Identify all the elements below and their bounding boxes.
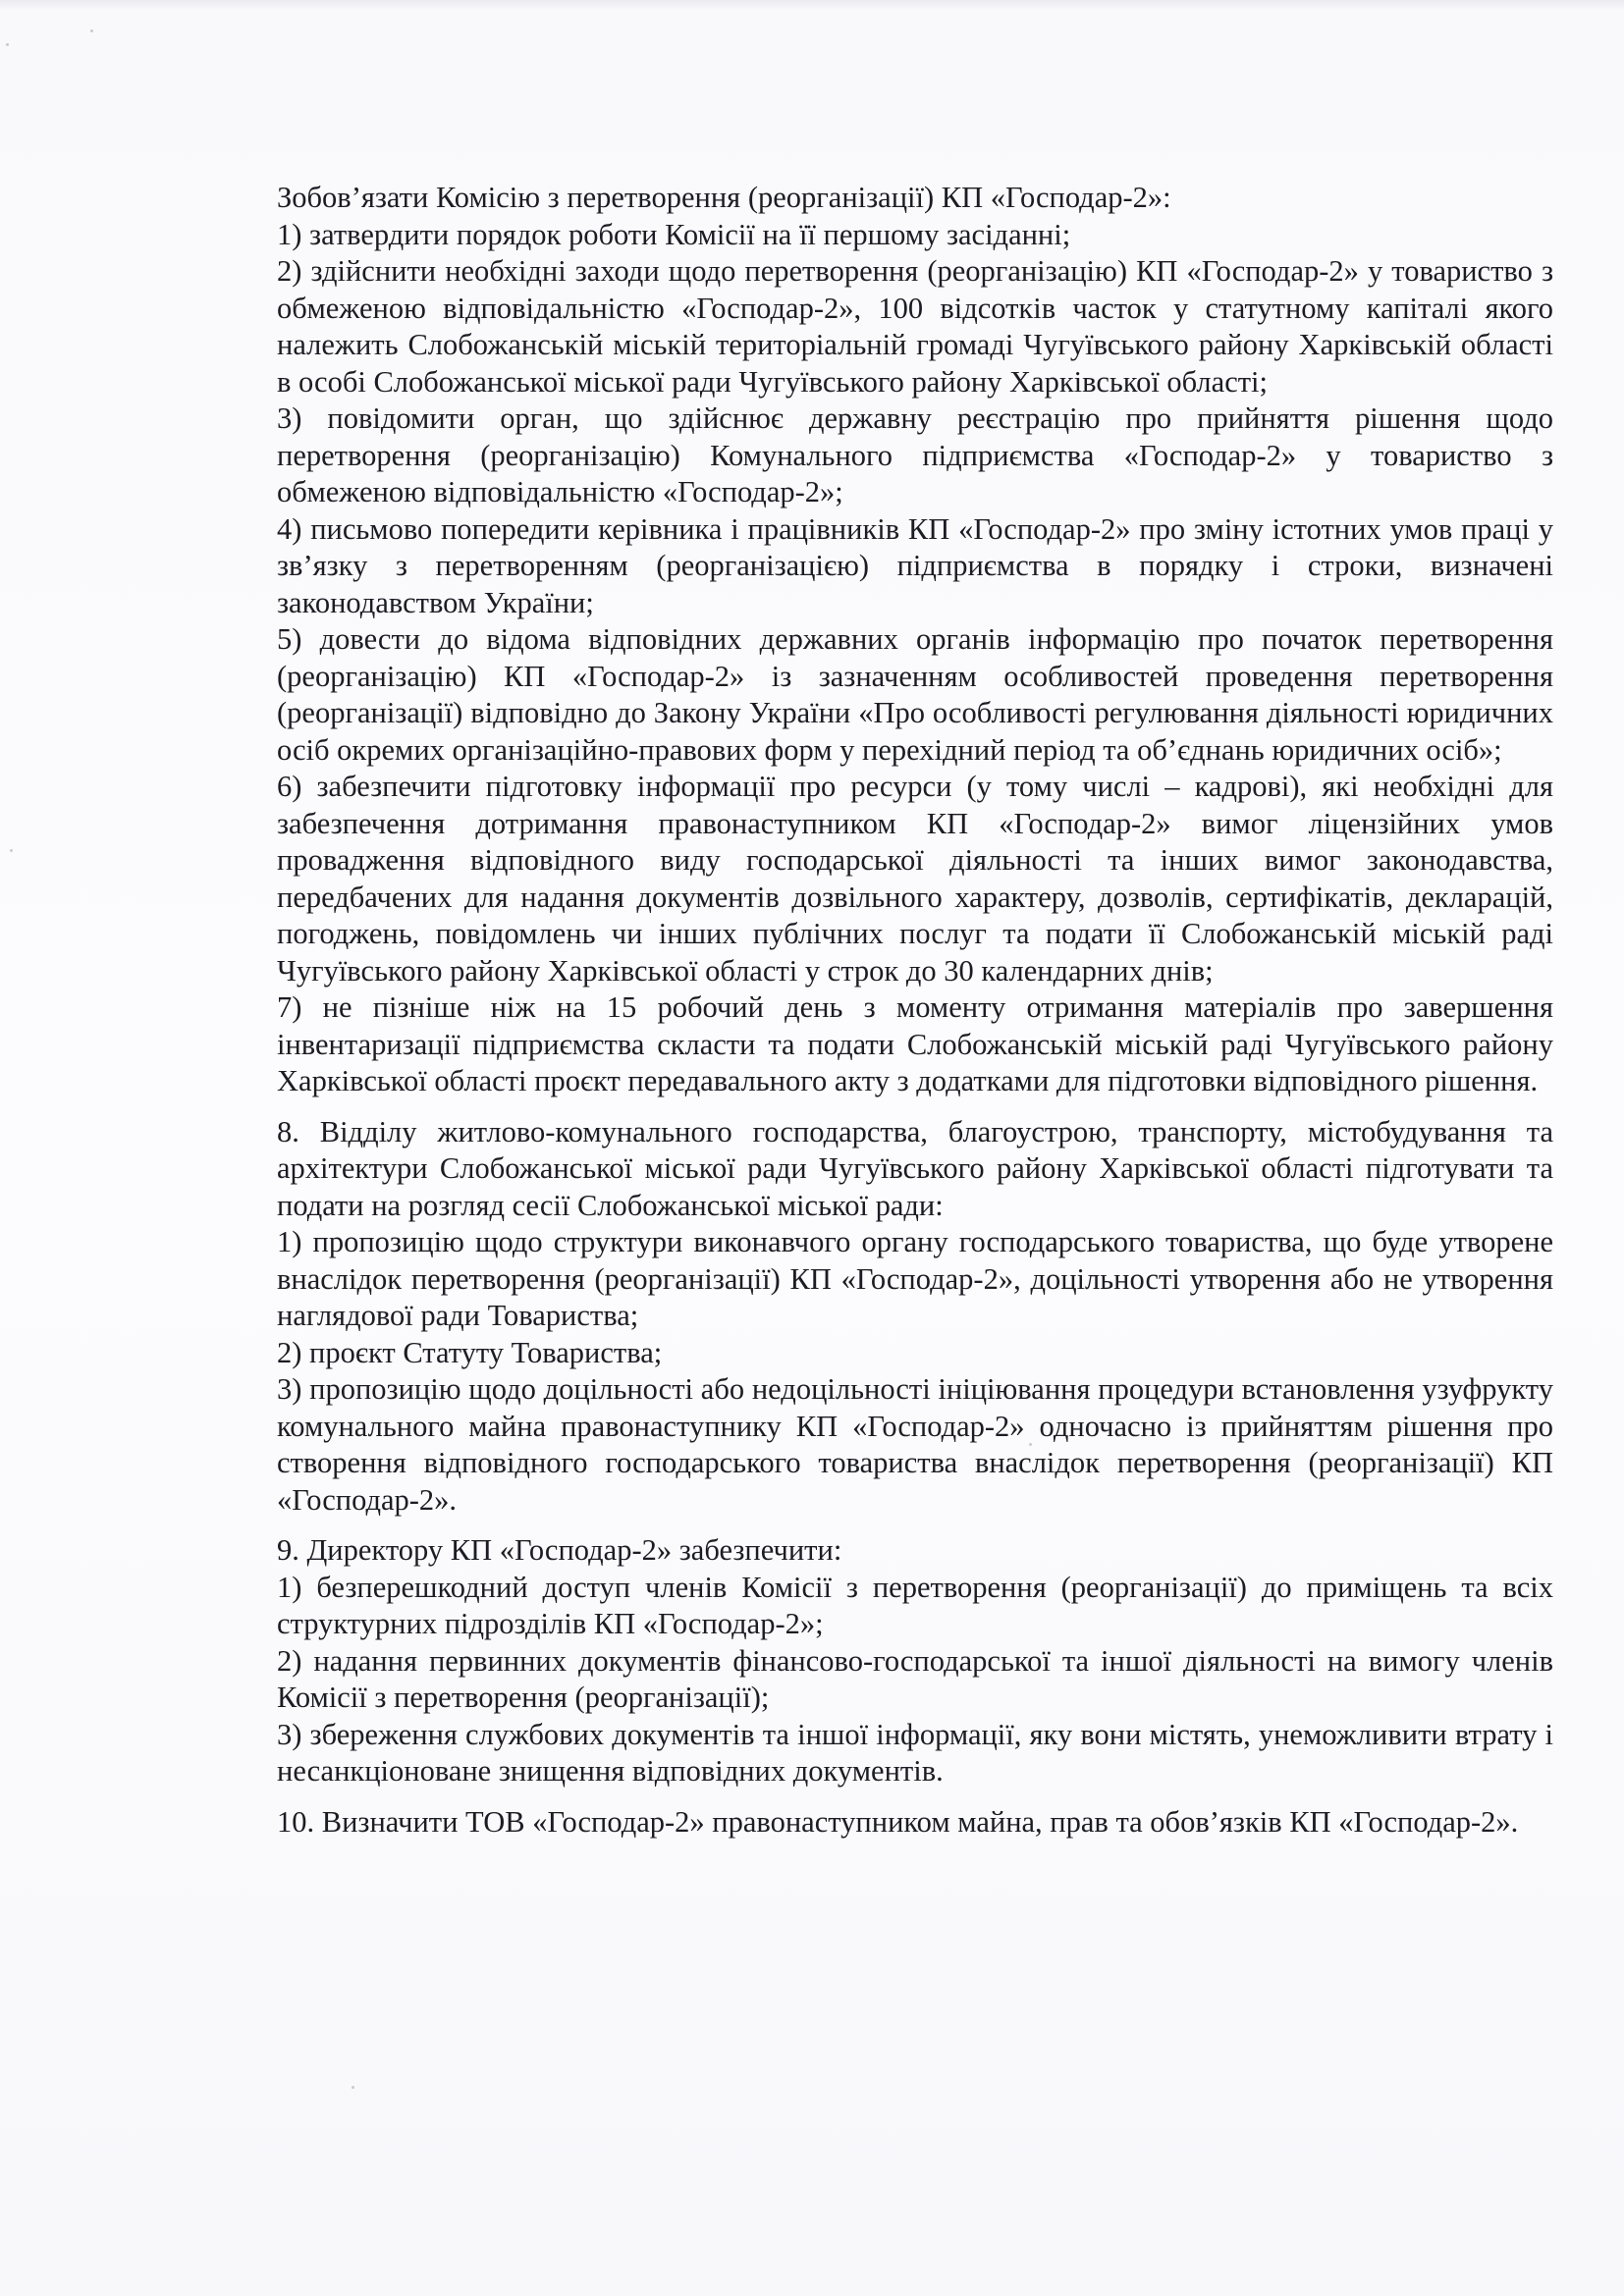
scan-top-edge <box>0 0 1624 10</box>
commission-task-1: 1) затвердити порядок роботи Комісії на її першому засіданні; <box>277 217 1071 251</box>
document-body <box>277 180 1553 1841</box>
commission-task-2: 2) здійснити необхідні заходи щодо перетворення (реорганізацію) КП «Господар-2» у товариство з обмеженою відповідальністю «Господар-2», 100 відсотків часток у статутному капіталі якого належить Слобожанській міській територіальній громаді Чугуївського району Харківській області в особі Слобожанської міської ради Чугуївського району Харківської області; <box>277 254 1553 399</box>
section-8-item-1: 1) пропозицію щодо структури виконавчого органу господарського товариства, що буде утворене внаслідок перетворення (реорганізації) КП «Господар-2», доцільності утворення або не утворення наглядової ради Товариства; <box>277 1225 1553 1332</box>
commission-task-4: 4) письмово попередити керівника і працівників КП «Господар-2» про зміну істотних умов праці у зв’язку з перетворенням (реорганізацією) підприємства в порядку і строки, визначені законодавством України; <box>277 511 1553 619</box>
section-10-paragraph: 10. Визначити ТОВ «Господар-2» правонаступником майна, прав та обов’язків КП «Господар-2». <box>277 1804 1519 1839</box>
section-8-item-2: 2) проєкт Статуту Товариства; <box>277 1335 663 1369</box>
intro-paragraph: Зобов’язати Комісію з перетворення (реорганізації) КП «Господар-2»: <box>277 181 1171 214</box>
commission-task-3: 3) повідомити орган, що здійснює державну реєстрацію про прийняття рішення щодо перетворення (реорганізацію) Комунального підприємства «Господар-2» у товариство з обмеженою відповідальністю «Господар-2»; <box>277 401 1553 508</box>
section-8-heading: 8. Відділу житлово-комунального господарства, благоустрою, транспорту, містобудування та архітектури Слобожанської міської ради Чугуївського району Харківської області підготувати та подати на розгляд сесії Слобожанської міської ради: <box>277 1114 1553 1222</box>
section-8-item-3: 3) пропозицію щодо доцільності або недоцільності ініціювання процедури встановлення узуфрукту комунального майна правонаступнику КП «Господар-2» одночасно із прийняттям рішення про створення відповідного господарського товариства внаслідок перетворення (реорганізації) КП «Господар-2». <box>277 1372 1553 1517</box>
scan-speck <box>352 2086 354 2089</box>
scan-speck <box>90 29 93 32</box>
section-9-heading: 9. Директору КП «Господар-2» забезпечити: <box>277 1533 842 1567</box>
section-9-item-2: 2) надання первинних документів фінансово-господарської та іншої діяльності на вимогу членів Комісії з перетворення (реорганізації); <box>277 1643 1553 1714</box>
section-9-item-1: 1) безперешкодний доступ членів Комісії з перетворення (реорганізації) до приміщень та всіх структурних підрозділів КП «Господар-2»; <box>277 1570 1553 1640</box>
commission-task-5: 5) довести до відома відповідних державних органів інформацію про початок перетворення (реорганізацію) КП «Господар-2» із зазначенням особливостей проведення перетворення (реорганізації) відповідно до Закону України «Про особливості регулювання діяльності юридичних осіб окремих організаційно-правових форм у перехідний період та об’єднань юридичних осіб»; <box>277 622 1553 767</box>
section-9-item-3: 3) збереження службових документів та іншої інформації, яку вони містять, унеможливити втрату і несанкціоноване знищення відповідних документів. <box>277 1717 1553 1788</box>
scan-speck <box>10 849 13 852</box>
scan-speck <box>6 43 9 46</box>
commission-task-6: 6) забезпечити підготовку інформації про ресурси (у тому числі – кадрові), які необхідні для забезпечення дотримання правонаступником КП «Господар-2» вимог ліцензійних умов провадження відповідного виду господарської діяльності та інших вимог законодавства, передбачених для надання документів дозвільного характеру, дозволів, сертифікатів, декларацій, погоджень, повідомлень чи інших публічних послуг та подати її Слобожанській міській раді Чугуївського району Харківської області у строк до 30 календарних днів; <box>277 770 1553 988</box>
commission-task-7: 7) не пізніше ніж на 15 робочий день з моменту отримання матеріалів про завершення інвентаризації підприємства скласти та подати Слобожанській міській раді Чугуївського району Харківської області проєкт передавального акту з додатками для підготовки відповідного рішення. <box>277 990 1553 1097</box>
